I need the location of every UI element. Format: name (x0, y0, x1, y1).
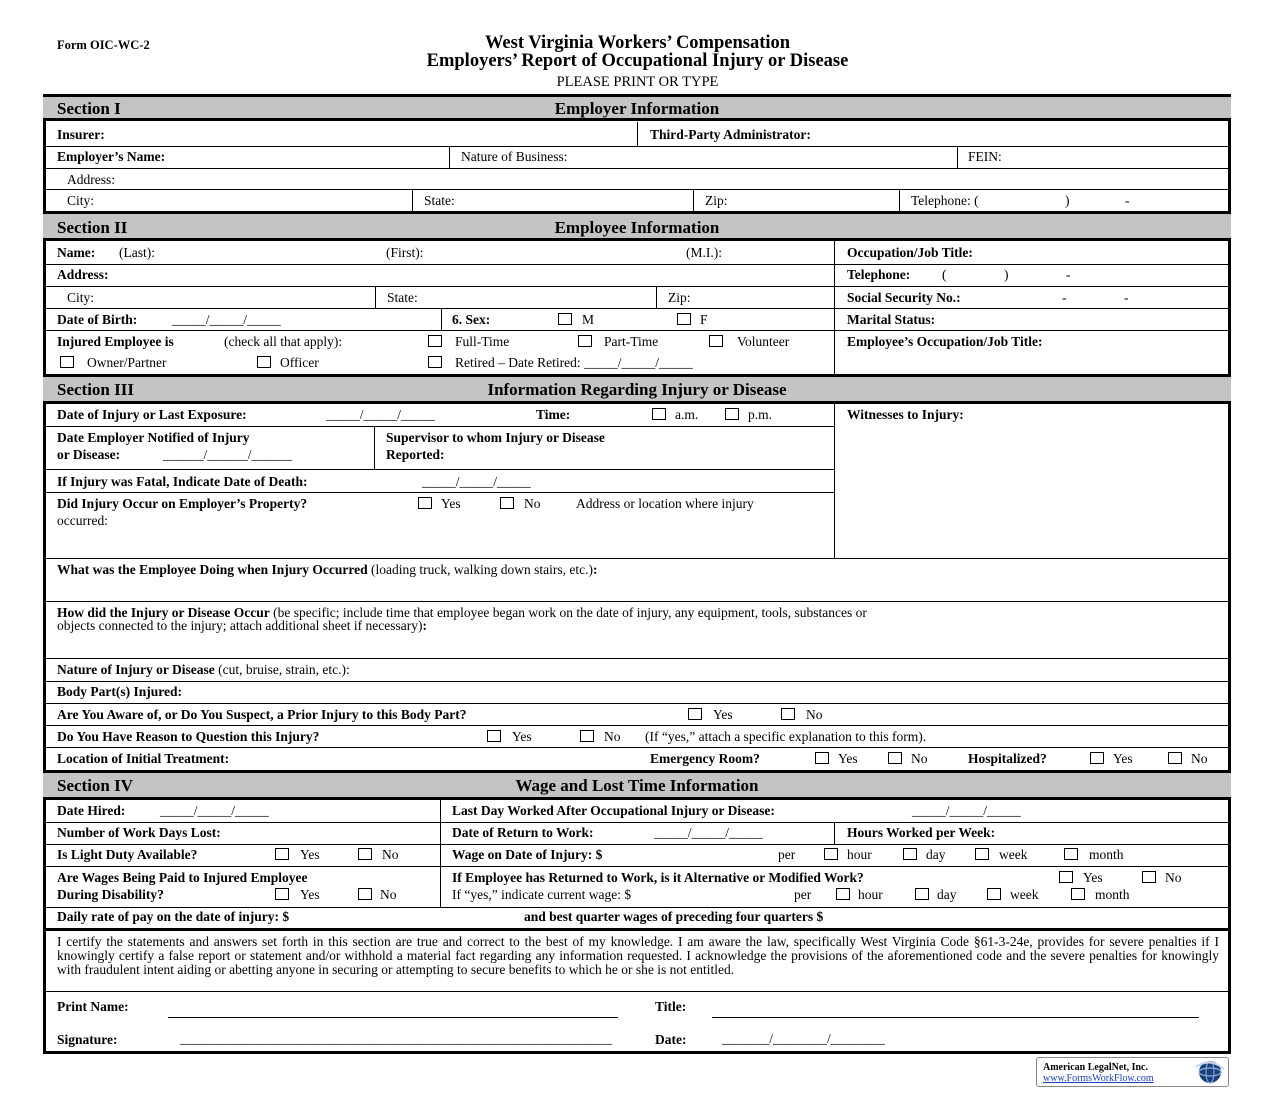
part-time-checkbox[interactable] (578, 335, 592, 347)
divider (899, 189, 900, 211)
time-label: Time: (536, 407, 571, 422)
divider (46, 492, 834, 493)
doing-label: What was the Employee Doing when Injury Occurred (57, 562, 368, 577)
footer-logo (1036, 1057, 1229, 1087)
hospitalized-no-label: No (1191, 751, 1208, 766)
divider (374, 426, 375, 469)
ssn-dash: - (1062, 290, 1067, 305)
employee-address-label: Address: (57, 267, 109, 282)
divider (46, 146, 1228, 147)
hospitalized-no-checkbox[interactable] (1168, 752, 1182, 764)
retired-label: Retired – Date Retired: _____/_____/_____ (455, 355, 693, 370)
employer-state-label: State: (424, 193, 455, 208)
how-note: (be specific; include time that employee began work on the date of injury, any equipment, tools, substances or (273, 605, 867, 620)
on-property-yes-label: Yes (441, 496, 461, 511)
question-note: (If “yes,” attach a specific explanation to this form). (645, 729, 927, 744)
prior-no-checkbox[interactable] (781, 708, 795, 720)
divider (375, 286, 376, 308)
sex-f-checkbox[interactable] (677, 313, 691, 325)
nature-business-label: Nature of Business: (461, 149, 568, 164)
nature-note: (cut, bruise, strain, etc.): (218, 662, 350, 677)
section-2-label: Section II (57, 218, 128, 237)
prior-injury-label: Are You Aware of, or Do You Suspect, a Prior Injury to this Body Part? (57, 707, 467, 722)
on-property-yes-checkbox[interactable] (418, 497, 432, 509)
divider (46, 907, 1228, 908)
am-checkbox[interactable] (652, 408, 666, 420)
current-hour-checkbox[interactable] (836, 888, 850, 900)
employee-telephone-label: Telephone: (847, 267, 911, 282)
body-parts-label: Body Part(s) Injured: (57, 684, 183, 699)
light-duty-yes-label: Yes (300, 847, 320, 862)
divider (46, 866, 1228, 867)
question-yes-checkbox[interactable] (487, 730, 501, 742)
signature-label: Signature: (57, 1032, 118, 1047)
per-label: per (794, 887, 812, 902)
wages-paid-yes-label: Yes (300, 887, 320, 902)
form-title: West Virginia Workers’ Compensation (484, 33, 791, 53)
print-name-field[interactable] (168, 1017, 618, 1018)
wage-month-label: month (1089, 847, 1124, 862)
signature-field[interactable]: ________________________________________________________________ (180, 1031, 612, 1046)
injured-is-label: Injured Employee is (57, 334, 174, 349)
how-row-2 (57, 618, 427, 634)
doing-note: (loading truck, walking down stairs, etc.) (371, 562, 593, 577)
on-property-no-label: No (524, 496, 541, 511)
officer-label: Officer (280, 355, 319, 370)
divider (46, 168, 1228, 169)
prior-no-label: No (806, 707, 823, 722)
returned-alt-yes-checkbox[interactable] (1059, 871, 1073, 883)
employer-city-label: City: (67, 193, 95, 208)
light-duty-label: Is Light Duty Available? (57, 847, 198, 862)
best-quarter-label: and best quarter wages of preceding four quarters $ (524, 909, 824, 924)
divider (637, 122, 638, 146)
wage-hour-checkbox[interactable] (824, 848, 838, 860)
divider (46, 264, 1228, 265)
dob-blank[interactable]: _____/_____/_____ (172, 312, 281, 327)
hospitalized-yes-label: Yes (1113, 751, 1133, 766)
wages-paid-no-label: No (380, 887, 397, 902)
treatment-label: Location of Initial Treatment: (57, 751, 230, 766)
tel-dash: - (1125, 193, 1130, 208)
current-day-label: day (937, 887, 957, 902)
date-injury-blank[interactable]: _____/_____/_____ (326, 407, 435, 422)
er-no-checkbox[interactable] (888, 752, 902, 764)
date-notified-blank[interactable]: ______/______/______ (163, 447, 293, 462)
current-hour-label: hour (858, 887, 883, 902)
per-label: per (778, 847, 796, 862)
divider (43, 928, 1231, 931)
marital-label: Marital Status: (847, 312, 936, 327)
tel-open: ( (942, 267, 947, 282)
footer-url[interactable]: www.FormsWorkFlow.com (1043, 1073, 1154, 1084)
employer-name-label: Employer’s Name: (57, 149, 166, 164)
employer-zip-label: Zip: (705, 193, 728, 208)
wage-date-label: Wage on Date of Injury: $ (452, 847, 603, 862)
form-id: Form OIC-WC-2 (57, 38, 150, 52)
sex-m-checkbox[interactable] (558, 313, 572, 325)
question-yes-label: Yes (512, 729, 532, 744)
how-label: How did the Injury or Disease Occur (57, 605, 270, 620)
employee-zip-label: Zip: (668, 290, 691, 305)
fatal-blank[interactable]: _____/_____/_____ (422, 474, 531, 489)
am-label: a.m. (675, 407, 699, 422)
supervisor-label-2: Reported: (386, 447, 445, 462)
ssn-label: Social Security No.: (847, 290, 961, 305)
divider (46, 658, 1228, 659)
divider (46, 469, 834, 470)
pm-checkbox[interactable] (725, 408, 739, 420)
current-wage-label: If “yes,” indicate current wage: $ (452, 887, 632, 902)
divider (46, 426, 834, 427)
nature-label: Nature of Injury or Disease (57, 662, 215, 677)
injured-is-note: (check all that apply): (224, 334, 343, 349)
tpa-label: Third-Party Administrator: (650, 127, 811, 142)
volunteer-checkbox[interactable] (709, 335, 723, 347)
certification-text: I certify the statements and answers set forth in this section are true and correct to the best of my knowledge. I am aware the law, specifically West Virginia Code §61-3-24e, provides for severe penalties if I knowingly certify a false report or statement and/or withhold a material fact regarding any information requested. I acknowledge the provisions of the aforementioned code and the severe penalties for knowingly with fraudulent intent aiding or abetting anyone in securing or attempting to secure benefits to which he or she is not entitled. (57, 934, 1219, 977)
fatal-label: If Injury was Fatal, Indicate Date of Death: (57, 474, 308, 489)
divider (693, 189, 694, 211)
wages-paid-label: Are Wages Being Paid to Injured Employee (57, 870, 308, 885)
divider (440, 800, 441, 908)
first-name-label: (First): (386, 245, 424, 260)
colon: : (592, 562, 598, 577)
divider (46, 725, 1228, 726)
returned-alt-yes-label: Yes (1083, 870, 1103, 885)
divider (46, 681, 1228, 682)
current-week-checkbox[interactable] (987, 888, 1001, 900)
prior-yes-label: Yes (713, 707, 733, 722)
wages-paid-yes-checkbox[interactable] (275, 888, 289, 900)
hospitalized-yes-checkbox[interactable] (1090, 752, 1104, 764)
divider (834, 404, 835, 558)
light-duty-no-label: No (382, 847, 399, 862)
returned-alt-no-checkbox[interactable] (1142, 871, 1156, 883)
current-day-checkbox[interactable] (915, 888, 929, 900)
witnesses-label: Witnesses to Injury: (847, 407, 964, 422)
days-lost-label: Number of Work Days Lost: (57, 825, 221, 840)
divider (46, 822, 1228, 823)
insurer-label: Insurer: (57, 127, 105, 142)
section-1-label: Section I (57, 99, 121, 118)
section-3-title: Information Regarding Injury or Disease (487, 380, 787, 399)
emp-occupation-label: Employee’s Occupation/Job Title: (847, 334, 1043, 349)
divider (46, 991, 1228, 992)
wage-month-checkbox[interactable] (1064, 848, 1078, 860)
ssn-dash: - (1124, 290, 1129, 305)
last-day-label: Last Day Worked After Occupational Injury or Disease: (452, 803, 775, 818)
wage-day-label: day (926, 847, 946, 862)
divider (449, 146, 450, 168)
current-month-checkbox[interactable] (1071, 888, 1085, 900)
tel-close: ) (1065, 193, 1070, 208)
current-week-label: week (1010, 887, 1039, 902)
wages-paid-no-checkbox[interactable] (358, 888, 372, 900)
wage-week-checkbox[interactable] (975, 848, 989, 860)
employer-address-label: Address: (67, 172, 115, 187)
light-duty-yes-checkbox[interactable] (275, 848, 289, 860)
returned-alt-no-label: No (1165, 870, 1182, 885)
divider (957, 146, 958, 168)
fein-label: FEIN: (968, 149, 1002, 164)
divider (441, 308, 442, 330)
officer-checkbox[interactable] (257, 356, 271, 368)
er-yes-checkbox[interactable] (815, 752, 829, 764)
form-subtitle: Employers’ Report of Occupational Injury or Disease (426, 51, 849, 71)
tel-close: ) (1004, 267, 1009, 282)
owner-checkbox[interactable] (60, 356, 74, 368)
nature-row (57, 662, 350, 678)
on-property-label: Did Injury Occur on Employer’s Property? (57, 496, 308, 511)
wage-day-checkbox[interactable] (903, 848, 917, 860)
light-duty-no-checkbox[interactable] (358, 848, 372, 860)
divider (46, 747, 1228, 748)
how-note-2: objects connected to the injury; attach additional sheet if necessary) (57, 618, 423, 633)
last-name-label: (Last): (119, 245, 155, 260)
tel-dash: - (1066, 267, 1071, 282)
wage-hour-label: hour (847, 847, 872, 862)
divider (46, 189, 1228, 190)
date-hired-label: Date Hired: (57, 803, 126, 818)
dob-label: Date of Birth: (57, 312, 138, 327)
colon: : (422, 618, 427, 633)
divider (46, 308, 1228, 309)
date-notified-label-2: or Disease: (57, 447, 121, 462)
divider (46, 844, 1228, 845)
divider (412, 189, 413, 211)
full-time-checkbox[interactable] (428, 335, 442, 347)
date-injury-label: Date of Injury or Last Exposure: (57, 407, 247, 422)
retired-checkbox[interactable] (428, 356, 442, 368)
employee-name-label: Name: (57, 245, 96, 260)
doing-row (57, 562, 597, 578)
section-2-title: Employee Information (554, 218, 720, 237)
divider (46, 703, 1228, 704)
current-month-label: month (1095, 887, 1130, 902)
section-1-title: Employer Information (554, 99, 720, 118)
daily-rate-label: Daily rate of pay on the date of injury: $ (57, 909, 290, 924)
divider (46, 558, 1228, 559)
divider (46, 330, 1228, 331)
hours-week-label: Hours Worked per Week: (847, 825, 996, 840)
pm-label: p.m. (748, 407, 773, 422)
divider (46, 601, 1228, 602)
volunteer-label: Volunteer (737, 334, 790, 349)
location-label: Address or location where injury (576, 496, 754, 511)
wages-paid-label-2: During Disability? (57, 887, 164, 902)
owner-label: Owner/Partner (87, 355, 167, 370)
employer-telephone-label: Telephone: ( (911, 193, 979, 208)
question-no-label: No (604, 729, 621, 744)
footer-company: American LegalNet, Inc. (1043, 1062, 1148, 1073)
returned-alt-label: If Employee has Returned to Work, is it Alternative or Modified Work? (452, 870, 864, 885)
print-name-label: Print Name: (57, 999, 129, 1014)
supervisor-label: Supervisor to whom Injury or Disease (386, 430, 605, 445)
part-time-label: Part-Time (604, 334, 659, 349)
section-4-label: Section IV (57, 776, 134, 795)
question-label: Do You Have Reason to Question this Injury? (57, 729, 320, 744)
divider (834, 822, 835, 844)
er-label: Emergency Room? (650, 751, 760, 766)
question-no-checkbox[interactable] (580, 730, 594, 742)
hospitalized-label: Hospitalized? (968, 751, 1047, 766)
wage-week-label: week (999, 847, 1028, 862)
print-instruction: PLEASE PRINT OR TYPE (556, 74, 719, 90)
return-date-blank[interactable]: _____/_____/_____ (654, 825, 763, 840)
prior-yes-checkbox[interactable] (688, 708, 702, 720)
title-label: Title: (655, 999, 687, 1014)
globe-icon (1193, 1059, 1227, 1085)
date-field[interactable]: _______/________/________ (722, 1031, 885, 1046)
er-no-label: No (911, 751, 928, 766)
on-property-no-checkbox[interactable] (500, 497, 514, 509)
er-yes-label: Yes (838, 751, 858, 766)
date-label: Date: (655, 1032, 687, 1047)
location-label-2: occurred: (57, 513, 108, 528)
mi-label: (M.I.): (686, 245, 722, 260)
sex-label: 6. Sex: (452, 312, 491, 327)
occupation-label: Occupation/Job Title: (847, 245, 973, 260)
employee-state-label: State: (387, 290, 418, 305)
return-date-label: Date of Return to Work: (452, 825, 594, 840)
divider (46, 286, 1228, 287)
sex-m-label: M (582, 312, 595, 327)
date-notified-label: Date Employer Notified of Injury (57, 430, 250, 445)
section-3-label: Section III (57, 380, 134, 399)
section-4-title: Wage and Lost Time Information (515, 776, 759, 795)
divider (656, 286, 657, 308)
full-time-label: Full-Time (455, 334, 510, 349)
title-field[interactable] (712, 1017, 1199, 1018)
date-hired-blank[interactable]: _____/_____/_____ (160, 803, 269, 818)
employee-city-label: City: (67, 290, 95, 305)
last-day-blank[interactable]: _____/_____/_____ (912, 803, 1021, 818)
sex-f-label: F (700, 312, 708, 327)
